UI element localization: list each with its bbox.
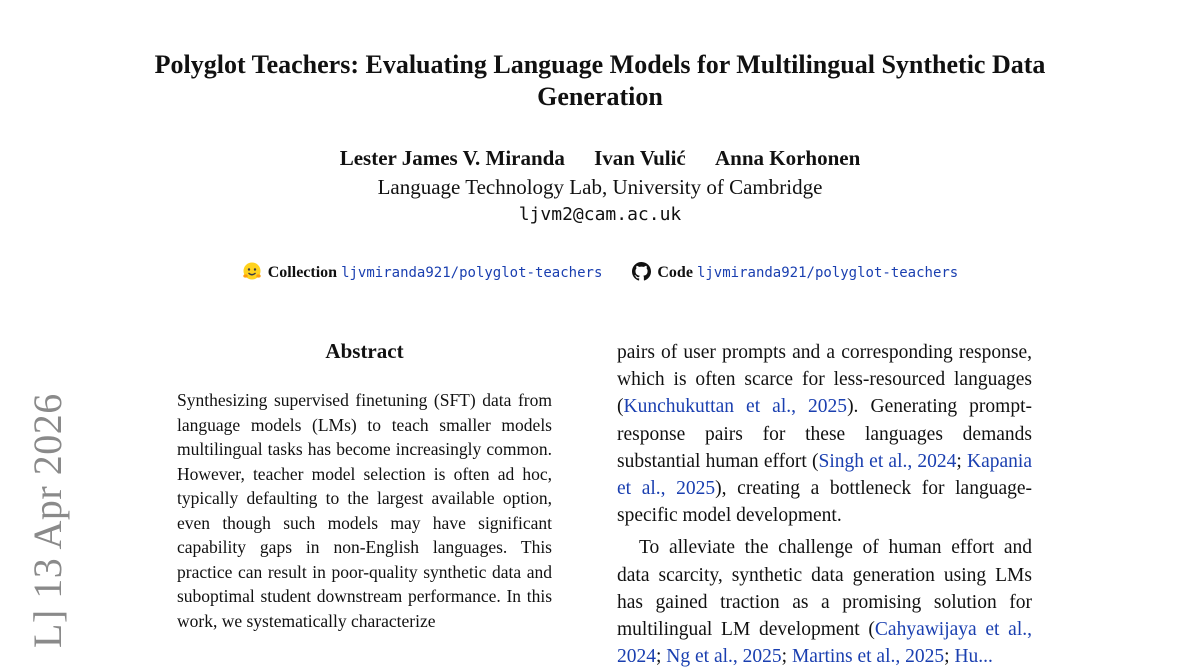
text-run: ;	[781, 646, 792, 668]
text-run: ;	[656, 646, 667, 668]
affiliation: Language Technology Lab, University of Cambridge	[377, 175, 823, 199]
arxiv-side-stamp: L] 13 Apr 2026	[25, 393, 70, 648]
code-link[interactable]: ljvmiranda921/polyglot-teachers	[696, 265, 959, 281]
citation-link[interactable]: Ng et al., 2025	[666, 646, 782, 668]
author-1: Lester James V. Miranda	[339, 146, 565, 170]
text-run: ;	[944, 646, 955, 668]
citation-link[interactable]: Kapania et al., 2025	[617, 450, 1032, 500]
text-run: ;	[956, 450, 968, 472]
text-run: To alleviate the challenge of human effort and data scarcity, synthetic data generation using LMs has gained traction as a promising solution for multilingual LM development (	[617, 537, 1032, 641]
hugging-face-icon	[242, 261, 262, 281]
author-list	[150, 144, 1050, 172]
abstract-body: Synthesizing supervised finetuning (SFT) data from language models (LMs) to teach smaller models multilingual tasks has become increasingly common. However, teacher model selection is often ad hoc, typically defaulting to the largest available option, even though such models may have significant capability gaps in non-English languages. This practice can result in poor-quality synthetic data and suboptimal student downstream performance. In this work, we systematically characterize	[177, 390, 552, 631]
text-run: ). Generating prompt-response pairs for these languages demands substantial human effort (	[617, 396, 1032, 472]
code-label: Code	[657, 264, 693, 281]
author-2: Ivan Vulić	[594, 146, 686, 170]
citation-link[interactable]: Cahyawijaya et al., 2024	[617, 619, 1032, 668]
citation-link[interactable]: Singh et al., 2024	[818, 450, 957, 472]
introduction-column	[617, 339, 1032, 670]
paper-title: Polyglot Teachers: Evaluating Language Models for Multilingual Synthetic Data Generation	[154, 50, 1046, 111]
abstract-heading: Abstract	[325, 339, 404, 363]
author-3: Anna Korhonen	[715, 146, 861, 170]
collection-link[interactable]: ljvmiranda921/polyglot-teachers	[341, 265, 603, 281]
citation-link[interactable]: Kunchukuttan et al., 2025	[623, 396, 848, 418]
resource-links	[150, 261, 1050, 284]
citation-link[interactable]: Hu...	[954, 646, 993, 668]
github-icon	[632, 262, 651, 281]
text-run: ), creating a bottleneck for language-specific model development.	[617, 478, 1032, 527]
citation-link[interactable]: Martins et al., 2025	[791, 646, 945, 668]
collection-label: Collection	[267, 264, 338, 281]
text-run: pairs of user prompts and a corresponding response, which is often scarce for less-resourced languages (	[617, 342, 1032, 418]
intro-paragraph-2	[617, 534, 1032, 670]
email[interactable]: ljvm2@cam.ac.uk	[518, 204, 682, 225]
intro-paragraph-1	[617, 339, 1032, 529]
